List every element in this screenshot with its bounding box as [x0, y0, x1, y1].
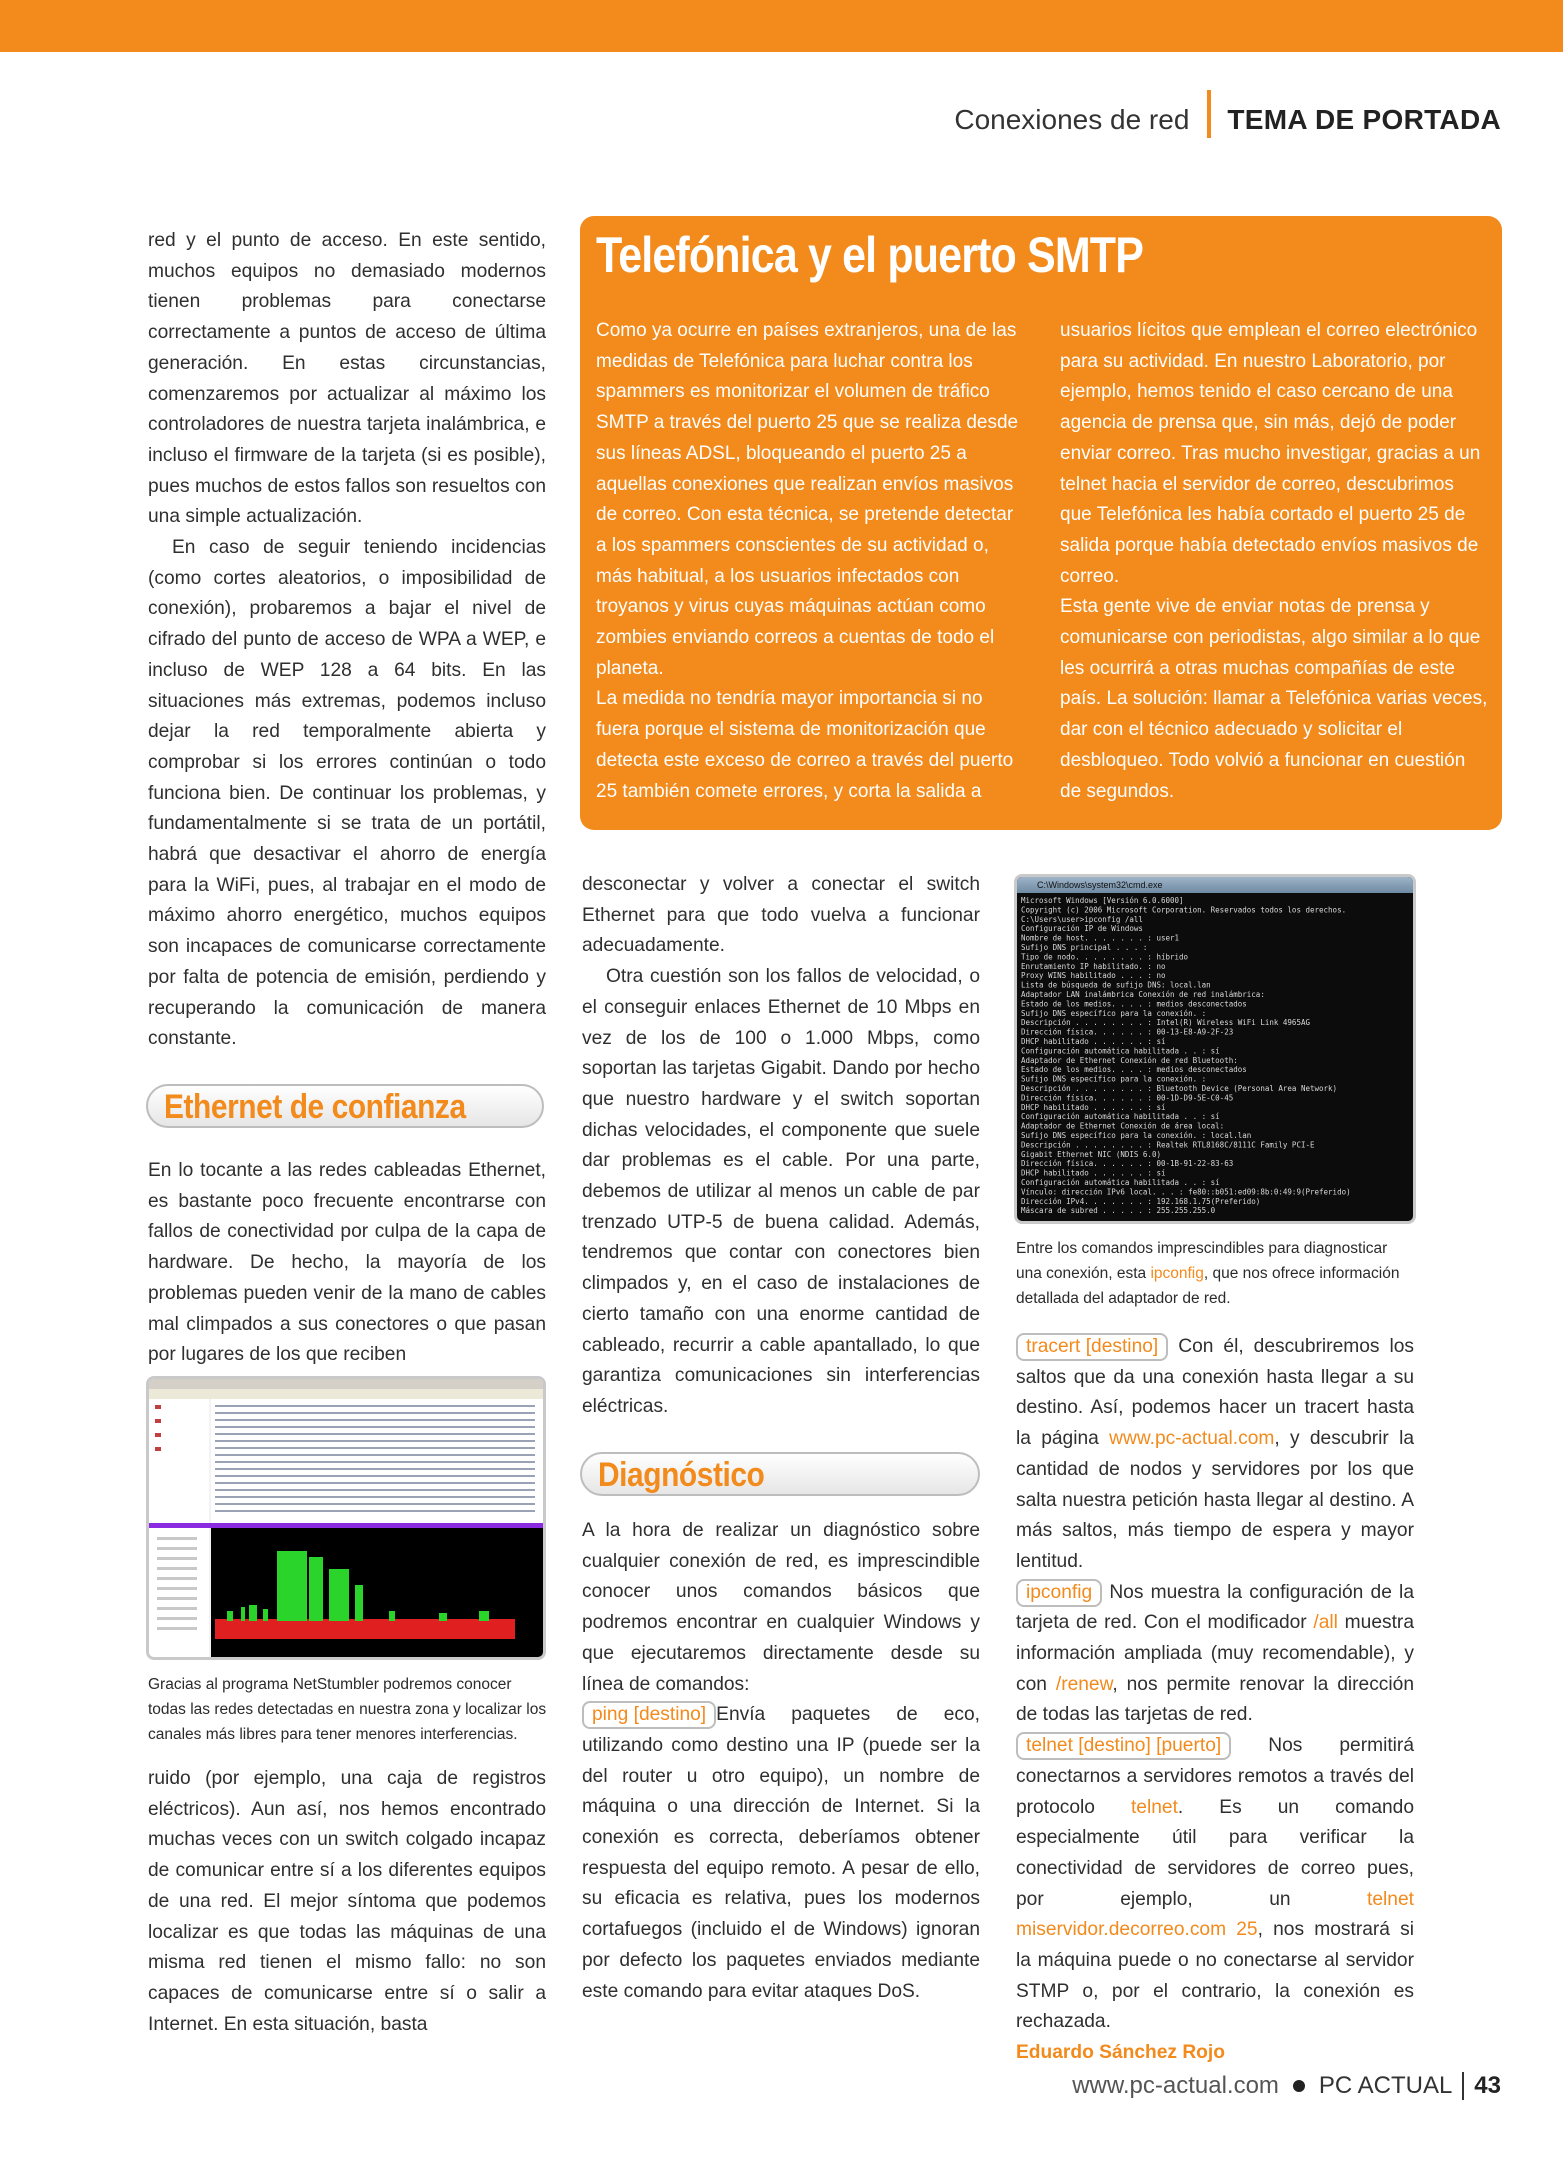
- paragraph: En caso de seguir teniendo incidencias (como cortes aleatorios, o imposibilidad de conexión), probaremos a bajar el nivel de cifrado del punto de acceso de WPA a WEP, e incluso de WEP 128 a 64 bits. En las situaciones más extremas, podemos incluso dejar la red temporalmente abierta y comprobar si los errores continúan o todo funciona bien. De continuar los problemas, y fundamentalmente si se trata de un portátil, habrá que desactivar el ahorro de energía para la WiFi, pues, al trabajar en el modo de máximo ahorro energético, muchos equipos son incapaces de comunicarse correctamente por falta de potencia de emisión, perdiendo y recuperando la comunicación de manera constante.: [148, 537, 546, 1050]
- netstumbler-image: [149, 1379, 543, 1657]
- terminal-line: Dirección física. . . . . . : 00-13-E8-A9-2F-23: [1021, 1027, 1234, 1037]
- header-divider: [1207, 90, 1211, 138]
- column-1-bottom: [148, 1764, 546, 2040]
- terminal-titlebar: C:\Windows\system32\cmd.exe: [1017, 877, 1413, 893]
- paragraph: Otra cuestión son los fallos de velocidad, o el conseguir enlaces Ethernet de 10 Mbps en vez de los de 100 o 1.000 Mbps, como soportan las tarjetas Gigabit. Dando por hecho que nuestro hardware y el switch soportan dichas velocidades, el componente que suele dar problemas es el cable. Por una parte, debemos de utilizar al menos un cable de par trenzado UTP-5 de buena calidad. Además, tendremos que contar con conectores bien climpados y, en el caso de instalaciones de cierto tamaño con una enorme cantidad de cableado, recurrir a cable apantallado, lo que garantiza comunicaciones sin interferencias eléctricas.: [582, 966, 980, 1417]
- ping-description: Envía paquetes de eco, utilizando como destino una IP (puede ser la del router u otro equipo), un nombre de máquina o una dirección de Internet. Si la conexión es correcta, deberíamos obtener respuesta del equipo remoto. A pesar de ello, su eficacia es relativa, pues los modernos cortafuegos (incluido el de Windows) ignoran por defecto los paquetes enviados mediante este comando para evitar ataques DoS.: [582, 1704, 980, 2002]
- terminal-line: Sufijo DNS específico para la conexión. : local.lan: [1021, 1131, 1252, 1140]
- terminal-line: Dirección física. . . . . . : 00-1B-91-22-83-63: [1021, 1159, 1234, 1169]
- terminal-line: Sufijo DNS específico para la conexión. :: [1021, 1074, 1207, 1084]
- terminal-line: DHCP habilitado . . . . . . : sí: [1021, 1102, 1166, 1112]
- footer-url[interactable]: www.pc-actual.com: [1072, 2072, 1279, 2099]
- tracert-command: tracert [destino]: [1016, 1333, 1168, 1361]
- terminal-line: Configuración automática habilitada . . : sí: [1021, 1178, 1220, 1187]
- terminal-line: Sufijo DNS específico para la conexión. :: [1021, 1008, 1207, 1018]
- terminal-line: Dirección IPv4. . . . . . . : 192.168.1.75(Preferido): [1021, 1196, 1261, 1206]
- terminal-line: Máscara de subred . . . . . : 255.255.255.0: [1021, 1206, 1216, 1216]
- paragraph: ruido (por ejemplo, una caja de registros eléctricos). Aun así, nos hemos encontrado muchas veces con un switch colgado incapaz de comunicar entre sí a los diferentes equipos de una red. El mejor síntoma que podemos localizar es que todas las máquinas de una misma red tienen el mismo fallo: no son capaces de comunicarse entre sí o salir a Internet. En esta situación, basta: [148, 1768, 546, 2035]
- paragraph: [582, 1700, 980, 2007]
- sidebar-paragraph: Esta gente vive de enviar notas de prensa y comunicarse con periodistas, algo similar a lo que les ocurrirá a otras muchas compañías de este país. La solución: llamar a Telefónica varias veces, dar con el técnico adecuado y solicitar el desbloqueo. Todo volvió a funcionar en cuestión de segundos.: [1060, 596, 1488, 802]
- paragraph: red y el punto de acceso. En este sentido, muchos equipos no demasiado modernos tienen problemas para conectarse correctamente a puntos de acceso de última generación. En estas circunstancias, comenzaremos por actualizar al máximo los controladores de nuestra tarjeta inalámbrica, e incluso el firmware de la tarjeta (si es posible), pues muchos de estos fallos son resueltos con una simple actualización.: [148, 230, 546, 528]
- telnet-paragraph: [1016, 1731, 1414, 2038]
- column-1-top: [148, 226, 546, 1055]
- text: , nos permite renovar la dirección de todas las tarjetas de red.: [1016, 1673, 1414, 1726]
- ipconfig-screenshot: [1014, 874, 1416, 1224]
- diagnostico-heading-box: [580, 1452, 980, 1496]
- ping-command: ping [destino]: [582, 1701, 716, 1729]
- terminal-line: Copyright (c) 2006 Microsoft Corporation. Reservados todos los derechos.: [1021, 905, 1347, 915]
- footer-bullet: [1293, 2080, 1305, 2092]
- paragraph: desconectar y volver a conectar el switch Ethernet para que todo vuelva a funcionar adecuadamente.: [582, 874, 980, 957]
- telnet-example: telnet miservidor.decorreo.com 25: [1016, 1888, 1414, 1941]
- terminal-line: Gigabit Ethernet NIC (NDIS 6.0): [1021, 1149, 1161, 1159]
- telnet-command: telnet [destino] [puerto]: [1016, 1732, 1231, 1760]
- terminal-line: Adaptador LAN inalámbrica Conexión de red inalámbrica:: [1021, 990, 1265, 999]
- terminal-line: Enrutamiento IP habilitado. : no: [1021, 961, 1166, 971]
- terminal-line: Descripción . . . . . . . . : Intel(R) Wireless WiFi Link 4965AG: [1021, 1018, 1310, 1028]
- top-color-bar: [0, 0, 1563, 52]
- terminal-line: C:\Users\user>ipconfig /all: [1021, 914, 1143, 924]
- terminal-line: Nombre de host. . . . . . . : user1: [1021, 933, 1180, 943]
- terminal-line: Adaptador de Ethernet Conexión de red Bluetooth:: [1021, 1055, 1238, 1065]
- terminal-line: Dirección física. . . . . . : 00-1D-D9-5E-C0-45: [1021, 1093, 1234, 1103]
- terminal-line: Descripción . . . . . . . . : Bluetooth Device (Personal Area Network): [1021, 1084, 1338, 1093]
- terminal-line: Sufijo DNS principal . . . :: [1021, 943, 1148, 952]
- column-1-middle: [148, 1156, 546, 1371]
- terminal-line: Lista de búsqueda de sufijo DNS: local.lan: [1021, 980, 1211, 990]
- terminal-line: Tipo de nodo. . . . . . . . : híbrido: [1021, 952, 1189, 962]
- terminal-line: Adaptador de Ethernet Conexión de área local:: [1021, 1121, 1225, 1131]
- terminal-line: Configuración automática habilitada . . : sí: [1021, 1046, 1220, 1056]
- terminal-line: Descripción . . . . . . . . : Realtek RTL8168C/8111C Family PCI-E: [1021, 1140, 1315, 1150]
- text: . Es un comando especialmente útil para verificar la conectividad de servidores de correo pues, por ejemplo, un: [1016, 1796, 1414, 1910]
- netstumbler-screenshot: [146, 1376, 546, 1660]
- terminal-line: DHCP habilitado . . . . . . : sí: [1021, 1037, 1166, 1046]
- section-heading: Diagnóstico: [598, 1456, 765, 1494]
- sidebar-title: Telefónica y el puerto SMTP: [596, 227, 1144, 283]
- sidebar-paragraph: Como ya ocurre en países extranjeros, una de las medidas de Telefónica para luchar contra los spammers es monitorizar el volumen de tráfico SMTP a través del puerto 25 que se realiza desde sus líneas ADSL, bloqueando el puerto 25 a aquellas conexiones que realizan envíos masivos de correo. Con esta técnica, se pretende detectar a los spammers conscientes de su actividad o, más habitual, a los usuarios infectados con troyanos y virus cuyas máquinas actúan como zombies enviando correos a cuentas de todo el planeta.: [596, 320, 1019, 679]
- text: muestra información ampliada (muy recomendable), y con: [1016, 1612, 1414, 1695]
- telnet-word: telnet: [1130, 1796, 1178, 1818]
- sidebar-column-2: [1060, 316, 1488, 807]
- sidebar-paragraph: La medida no tendría mayor importancia si no fuera porque el sistema de monitorización que detecta este exceso de correo a través del puerto 25 también comete errores, y corta la salida a: [596, 688, 1014, 802]
- page-footer: [1072, 2072, 1501, 2100]
- magazine-name: PC ACTUAL: [1318, 2072, 1453, 2099]
- ipconfig-caption: [1016, 1236, 1416, 1311]
- column-3-commands: [1016, 1332, 1414, 2069]
- all-modifier: /all: [1313, 1612, 1338, 1634]
- text: Nos muestra la configuración de la tarjeta de red. Con el modificador: [1016, 1581, 1414, 1634]
- running-header: [954, 96, 1501, 144]
- renew-modifier: /renew: [1055, 1673, 1113, 1695]
- terminal-line: DHCP habilitado . . . . . . : sí: [1021, 1168, 1166, 1178]
- page-number: 43: [1474, 2072, 1501, 2099]
- author-byline: Eduardo Sánchez Rojo: [1016, 2042, 1225, 2064]
- footer-divider: [1462, 2072, 1464, 2100]
- paragraph: En lo tocante a las redes cableadas Ethernet, es bastante poco frecuente encontrarse con fallos de conectividad por culpa de la capa de hardware. De hecho, la mayoría de los problemas pueden venir de la mano de cables mal climpados a sus conectores o que pasan por lugares de los que reciben: [148, 1160, 546, 1366]
- terminal-line: Configuración automática habilitada . . : sí: [1021, 1112, 1220, 1122]
- text: Con él, descubriremos los saltos que da una conexión hasta llegar a su destino. Así, podemos hacer un tracert hasta la página: [1016, 1336, 1414, 1450]
- ipconfig-command: ipconfig: [1016, 1579, 1102, 1607]
- section-tag: TEMA DE PORTADA: [1227, 104, 1501, 135]
- terminal-line: Estado de los medios. . . . : medios desconectados: [1021, 999, 1247, 1009]
- column-2-bottom: [582, 1516, 980, 2007]
- tracert-paragraph: [1016, 1332, 1414, 1578]
- terminal-line: Proxy WINS habilitado . . . : no: [1021, 971, 1166, 981]
- terminal-line: Configuración IP de Windows: [1021, 924, 1143, 934]
- text: , y descubrir la cantidad de nodos y servidores por los que salta nuestra petición hasta llegar al destino. A más saltos, más tiempo de espera y mayor lentitud.: [1016, 1428, 1414, 1572]
- section-heading: Ethernet de confianza: [164, 1088, 466, 1126]
- ipconfig-paragraph: [1016, 1578, 1414, 1732]
- sidebar-column-1: [596, 316, 1024, 807]
- caption-text: Entre los comandos imprescindibles para diagnosticar una conexión, esta: [1016, 1240, 1388, 1282]
- terminal-line: Vínculo: dirección IPv6 local. . . : fe80::b051:ed09:8b:0:49:9(Preferido): [1021, 1187, 1351, 1197]
- sidebar-paragraph: usuarios lícitos que emplean el correo electrónico para su actividad. En nuestro Laboratorio, por ejemplo, hemos tenido el caso cercano de una agencia de prensa que, sin más, dejó de poder enviar correo. Tras mucho investigar, gracias a un telnet hacia el servidor de correo, descubrimos que Telefónica les había cortado el puerto 25 de salida porque había detectado envíos masivos de correo.: [1060, 320, 1481, 587]
- sidebar-box: [580, 216, 1502, 830]
- text: , nos mostrará si la máquina puede o no conectarse al servidor STMP o, por el contrario, la conexión es rechazada.: [1016, 1919, 1414, 2033]
- netstumbler-caption: Gracias al programa NetStumbler podremos conocer todas las redes detectadas en nuestra zona y localizar los canales más libres para tener menores interferencias.: [148, 1676, 547, 1743]
- terminal-output: [1017, 893, 1413, 1221]
- caption-command: ipconfig: [1150, 1265, 1204, 1282]
- text: Nos permitirá conectarnos a servidores remotos a través del protocolo: [1016, 1735, 1414, 1818]
- paragraph: A la hora de realizar un diagnóstico sobre cualquier conexión de red, es imprescindible conocer unos comandos básicos que podremos encontrar en cualquier Windows y que ejecutaremos directamente desde su línea de comandos:: [582, 1520, 980, 1695]
- terminal-line: Microsoft Windows [Versión 6.0.6000]: [1021, 896, 1184, 905]
- pc-actual-link[interactable]: www.pc-actual.com: [1109, 1428, 1275, 1450]
- ethernet-heading-box: [146, 1084, 544, 1128]
- column-2-top: [582, 870, 980, 1423]
- caption-text: , que nos ofrece información detallada del adaptador de red.: [1016, 1265, 1400, 1307]
- section-name: Conexiones de red: [954, 104, 1190, 135]
- terminal-line: Estado de los medios. . . . : medios desconectados: [1021, 1065, 1247, 1075]
